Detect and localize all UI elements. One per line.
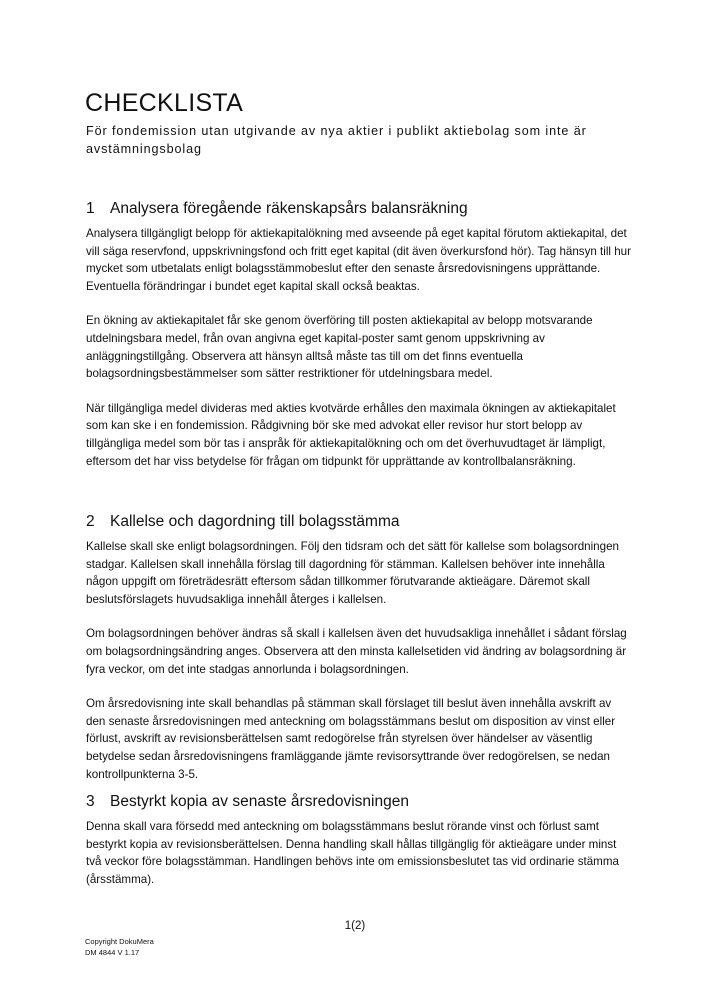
section-number: 2 (86, 513, 95, 530)
paragraph: Analysera tillgängligt belopp för aktiekapitalökning med avseende på eget kapital förutom aktiekapital, det vill säga reservfond, uppskrivningsfond och fritt eget kapital (dit även överkursfond hör). Tag hänsyn till hur mycket som utbetalats enligt bolagsstämmobeslut efter den senaste årsredovisningens upprättande. Eventuella förändringar i bundet eget kapital skall också beaktas. (86, 227, 631, 293)
section-heading (86, 199, 631, 219)
copyright-text: Copyright DokuMera (85, 937, 154, 946)
footer (85, 936, 154, 958)
page-number: 1(2) (344, 920, 366, 932)
section-title: Analysera föregående räkenskapsårs balansräkning (110, 200, 468, 217)
document-subtitle: För fondemission utan utgivande av nya aktier i publikt aktiebolag som inte är avstämningsbolag (86, 124, 587, 156)
section-2 (86, 512, 631, 800)
document-title: CHECKLISTA (85, 89, 244, 117)
paragraph: En ökning av aktiekapitalet får ske genom överföring till posten aktiekapital av belopp motsvarande utdelningsbara medel, från ovan angivna eget kapital-poster samt genom uppskrivning av anläggningstillgång. Observera att hänsyn alltså måste tas till om det finns eventuella bolagsordningsbestämmelser som sätter restriktioner för utdelningsbara medel. (86, 314, 593, 381)
section-title: Kallelse och dagordning till bolagsstämma (110, 513, 400, 530)
section-heading (86, 512, 631, 532)
section-1 (86, 199, 631, 487)
section-heading (86, 792, 631, 812)
section-number: 3 (86, 793, 95, 810)
document-id: DM 4844 V 1.17 (85, 948, 140, 957)
paragraph: När tillgängliga medel divideras med akties kvotvärde erhålles den maximala ökningen av aktiekapitalet som kan ske i en fondemission. Rådgivning bör ske med advokat eller revisor hur stort belopp av tillgängliga medel som bör tas i anspråk för aktiekapitalökning och om det överhuvudtaget är lämpligt, eftersom det har viss betydelse för frågan om tidpunkt för upprättande av kontrollbalansräkning. (86, 401, 616, 468)
paragraph: Om årsredovisning inte skall behandlas på stämman skall förslaget till beslut även innehålla avskrift av den senaste årsredovisningen med anteckning om bolagsstämmans beslut om disposition av vinst eller förlust, avskrift av revisionsberättelsen samt redogörelse från styrelsen över händelser av väsentlig betydelse sedan årsredovisningens framläggande jämte revisorsyttrande över redogörelsen, se nedan kontrollpunkterna 3-5. (86, 697, 616, 781)
section-number: 1 (86, 200, 95, 217)
paragraph: Kallelse skall ske enligt bolagsordningen. Följ den tidsram och det sätt för kallelse som bolagsordningen stadgar. Kallelsen skall innehålla förslag till dagordning för stämman. Kallelsen behöver inte innehålla någon uppgift om företrädesrätt eftersom sådan tillkommer förutvarande aktieägare. Däremot skall beslutsförslagets huvudsakliga innehåll återges i kallelsen. (86, 540, 619, 606)
section-3 (86, 792, 631, 905)
paragraph: Om bolagsordningen behöver ändras så skall i kallelsen även det huvudsakliga innehållet i sådant förslag om bolagsordningsändring anges. Observera att den minsta kallelsetiden vid ändring av bolagsordning är fyra veckor, om det inte stadgas annorlunda i bolagsordningen. (86, 627, 627, 676)
paragraph: Denna skall vara försedd med anteckning om bolagsstämmans beslut rörande vinst och förlust samt bestyrkt kopia av revisionsberättelsen. Denna handling skall hållas tillgänglig för aktieägare under minst två veckor före bolagsstämman. Handlingen behövs inte om emissionsbeslutet tas vid ordinarie stämma (årsstämma). (86, 820, 619, 886)
section-title: Bestyrkt kopia av senaste årsredovisningen (110, 793, 409, 810)
